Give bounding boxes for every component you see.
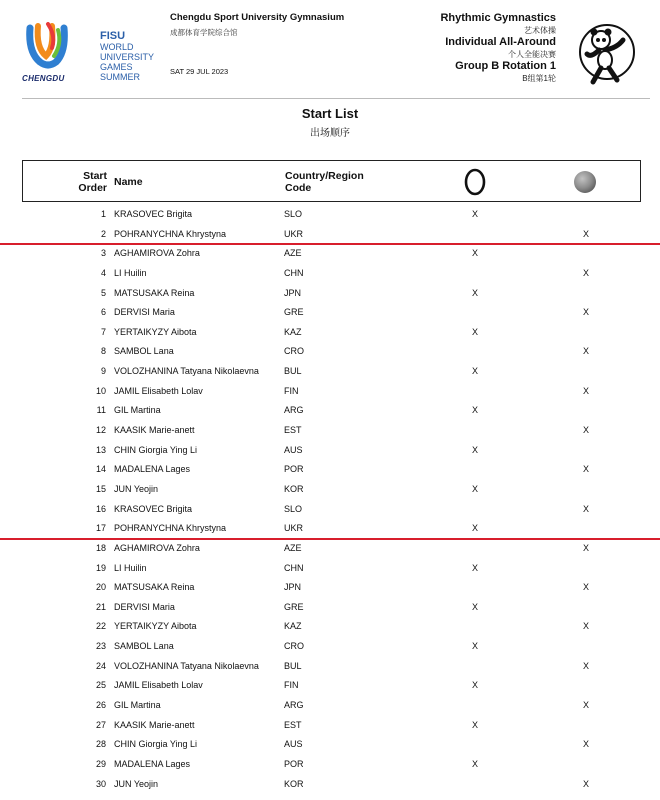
country-code: KOR	[284, 778, 304, 789]
start-order: 10	[95, 385, 106, 396]
hoop-icon	[463, 168, 487, 196]
athlete-name: JUN Yeojin	[114, 778, 159, 789]
start-order: 22	[95, 621, 106, 632]
table-row	[0, 323, 660, 343]
table-row	[0, 244, 660, 264]
start-order: 29	[95, 758, 106, 769]
sport-name-cn: 艺术体操	[524, 26, 556, 35]
table-row	[0, 578, 660, 598]
hoop-mark: X	[471, 326, 478, 337]
city-logo-text: CHENGDU	[22, 74, 65, 83]
start-order: 23	[95, 641, 106, 652]
ball-icon	[573, 170, 597, 194]
table-row	[0, 342, 660, 362]
event-info	[356, 12, 556, 84]
hoop-mark: X	[471, 444, 478, 455]
ball-mark: X	[582, 464, 589, 475]
table-row	[0, 657, 660, 677]
athlete-name: MADALENA Lages	[114, 464, 191, 475]
table-row	[0, 519, 660, 539]
athlete-name: VOLOZHANINA Tatyana Nikolaevna	[114, 660, 259, 671]
country-code: POR	[284, 464, 304, 475]
sport-name: Rhythmic Gymnastics	[440, 12, 556, 24]
athlete-name: KAASIK Marie-anett	[114, 425, 195, 436]
start-order: 7	[100, 326, 106, 337]
country-code: JPN	[284, 287, 302, 298]
start-order: 5	[100, 287, 106, 298]
start-order: 8	[100, 346, 106, 357]
country-code: AZE	[284, 248, 302, 259]
table-row	[0, 775, 660, 795]
country-code: BUL	[284, 366, 302, 377]
athlete-name: KAASIK Marie-anett	[114, 719, 195, 730]
athlete-name: DERVISI Maria	[114, 601, 175, 612]
country-code: ARG	[284, 700, 304, 711]
start-order: 4	[100, 267, 106, 278]
country-code: AUS	[284, 444, 303, 455]
country-code: POR	[284, 758, 304, 769]
hoop-mark: X	[471, 523, 478, 534]
country-code: FIN	[284, 385, 299, 396]
header-country-code	[285, 170, 364, 194]
country-code: UKR	[284, 228, 304, 239]
athlete-name: YERTAIKYZY Aibota	[114, 326, 197, 337]
athlete-name: LI Huilin	[114, 562, 147, 573]
ball-mark: X	[582, 660, 589, 671]
table-row	[0, 500, 660, 520]
hoop-mark: X	[471, 719, 478, 730]
start-order: 11	[96, 405, 106, 416]
hoop-mark: X	[471, 680, 478, 691]
country-code: EST	[284, 425, 302, 436]
start-order: 28	[95, 739, 106, 750]
start-order: 15	[95, 483, 106, 494]
athlete-name: MADALENA Lages	[114, 758, 191, 769]
page-title: Start List	[301, 106, 359, 121]
fisu-line: UNIVERSITY	[100, 52, 155, 62]
fisu-line: WORLD	[100, 42, 134, 52]
start-order: 3	[100, 248, 106, 259]
start-order: 21	[95, 601, 106, 612]
country-code: CRO	[284, 346, 304, 357]
start-order: 17	[95, 523, 106, 534]
country-code: CHN	[284, 562, 304, 573]
country-code: FIN	[284, 680, 299, 691]
athlete-name: VOLOZHANINA Tatyana Nikolaevna	[114, 366, 259, 377]
start-order: 26	[95, 700, 106, 711]
athlete-name: GIL Martina	[114, 700, 161, 711]
athlete-name: CHIN Giorgia Ying Li	[114, 444, 198, 455]
rotation-divider	[0, 538, 660, 540]
athlete-name: JUN Yeojin	[114, 483, 159, 494]
rotation-divider	[0, 243, 660, 245]
hoop-mark: X	[471, 287, 478, 298]
fisu-logo	[100, 30, 170, 82]
hoop-mark: X	[471, 758, 478, 769]
table-row	[0, 735, 660, 755]
hoop-mark: X	[471, 601, 478, 612]
country-code: KOR	[284, 483, 304, 494]
table-row	[0, 401, 660, 421]
table-row	[0, 362, 660, 382]
chengdu-universiade-logo	[24, 22, 70, 72]
country-code: GRE	[284, 307, 304, 318]
hoop-mark: X	[471, 641, 478, 652]
start-order: 1	[100, 209, 106, 219]
table-row	[0, 598, 660, 618]
table-row	[0, 539, 660, 559]
start-order: 6	[100, 307, 106, 318]
table-row	[0, 716, 660, 736]
table-row	[0, 480, 660, 500]
table-row	[0, 637, 660, 657]
athlete-name: POHRANYCHNA Khrystyna	[114, 228, 227, 239]
hoop-mark: X	[471, 366, 478, 377]
hoop-mark: X	[471, 405, 478, 416]
fisu-line: GAMES	[100, 62, 133, 72]
country-code: KAZ	[284, 326, 302, 337]
ball-mark: X	[582, 778, 589, 789]
start-order: 2	[100, 228, 106, 239]
country-code: SLO	[284, 209, 303, 219]
start-order: 20	[95, 582, 106, 593]
table-row	[0, 205, 660, 225]
ball-mark: X	[582, 307, 589, 318]
table-row	[0, 676, 660, 696]
fisu-title: FISU	[100, 30, 126, 42]
start-list-table	[0, 205, 660, 794]
start-order: 12	[95, 425, 106, 436]
table-row	[0, 284, 660, 304]
ball-mark: X	[582, 542, 589, 553]
country-code: BUL	[284, 660, 302, 671]
athlete-name: YERTAIKYZY Aibota	[114, 621, 197, 632]
athlete-name: LI Huilin	[114, 267, 147, 278]
event-name-cn: 个人全能决赛	[508, 50, 556, 59]
country-code: CHN	[284, 267, 304, 278]
header-start-order-line1: Start	[83, 170, 107, 182]
hoop-mark: X	[471, 562, 478, 573]
title-block	[0, 106, 660, 139]
table-row	[0, 755, 660, 775]
table-row	[0, 264, 660, 284]
start-order: 27	[95, 719, 106, 730]
start-order: 18	[95, 542, 106, 553]
ball-mark: X	[582, 425, 589, 436]
athlete-name: KRASOVEC Brigita	[114, 503, 193, 514]
athlete-name: SAMBOL Lana	[114, 346, 174, 357]
start-order: 16	[95, 503, 106, 514]
athlete-name: DERVISI Maria	[114, 307, 175, 318]
country-code: AUS	[284, 739, 303, 750]
country-code: UKR	[284, 523, 304, 534]
header-country-line2: Code	[285, 182, 312, 194]
ball-mark: X	[582, 385, 589, 396]
country-code: KAZ	[284, 621, 302, 632]
athlete-name: SAMBOL Lana	[114, 641, 174, 652]
athlete-name: AGHAMIROVA Zohra	[114, 542, 200, 553]
ball-mark: X	[582, 503, 589, 514]
athlete-name: AGHAMIROVA Zohra	[114, 248, 200, 259]
start-order: 9	[100, 366, 106, 377]
table-row	[0, 303, 660, 323]
event-name: Individual All-Around	[445, 36, 556, 48]
ball-mark: X	[582, 582, 589, 593]
ball-mark: X	[582, 739, 589, 750]
table-row	[0, 559, 660, 579]
country-code: GRE	[284, 601, 304, 612]
start-order: 25	[95, 680, 106, 691]
athlete-name: POHRANYCHNA Khrystyna	[114, 523, 227, 534]
athlete-name: JAMIL Elisabeth Lolav	[114, 680, 203, 691]
ball-mark: X	[582, 346, 589, 357]
ball-mark: X	[582, 700, 589, 711]
athlete-name: CHIN Giorgia Ying Li	[114, 739, 198, 750]
country-code: JPN	[284, 582, 302, 593]
table-row	[0, 460, 660, 480]
hoop-mark: X	[471, 248, 478, 259]
table-row	[0, 617, 660, 637]
athlete-name: KRASOVEC Brigita	[114, 209, 193, 219]
hoop-mark: X	[471, 209, 478, 219]
fisu-line: SUMMER	[100, 72, 140, 82]
athlete-name: MATSUSAKA Reina	[114, 582, 195, 593]
venue-name-cn: 成都体育学院综合馆	[170, 28, 238, 37]
country-code: AZE	[284, 542, 302, 553]
ball-mark: X	[582, 621, 589, 632]
group-name: Group B Rotation 1	[455, 60, 556, 72]
ball-mark: X	[582, 267, 589, 278]
group-name-cn: B组第1轮	[522, 74, 556, 83]
start-order: 14	[95, 464, 106, 475]
table-row	[0, 225, 660, 245]
hoop-mark: X	[471, 483, 478, 494]
ball-mark: X	[582, 228, 589, 239]
country-code: SLO	[284, 503, 303, 514]
header-start-order-line2: Order	[78, 182, 107, 194]
start-order: 13	[95, 444, 106, 455]
document-header	[0, 0, 660, 100]
table-header	[22, 160, 641, 202]
panda-pictogram-icon	[577, 18, 637, 90]
table-row	[0, 382, 660, 402]
header-start-order	[55, 170, 107, 194]
start-order: 24	[95, 660, 106, 671]
page-title-cn: 出场顺序	[310, 128, 350, 139]
country-code: EST	[284, 719, 302, 730]
country-code: CRO	[284, 641, 304, 652]
header-divider	[22, 98, 650, 99]
country-code: ARG	[284, 405, 304, 416]
athlete-name: JAMIL Elisabeth Lolav	[114, 385, 203, 396]
event-date: SAT 29 JUL 2023	[170, 67, 229, 76]
start-order: 19	[95, 562, 106, 573]
start-order: 30	[95, 778, 106, 789]
table-row	[0, 421, 660, 441]
header-name: Name	[114, 176, 143, 188]
table-row	[0, 696, 660, 716]
athlete-name: GIL Martina	[114, 405, 161, 416]
venue-name: Chengdu Sport University Gymnasium	[170, 12, 345, 23]
athlete-name: MATSUSAKA Reina	[114, 287, 195, 298]
table-row	[0, 441, 660, 461]
header-country-line1: Country/Region	[285, 170, 364, 182]
